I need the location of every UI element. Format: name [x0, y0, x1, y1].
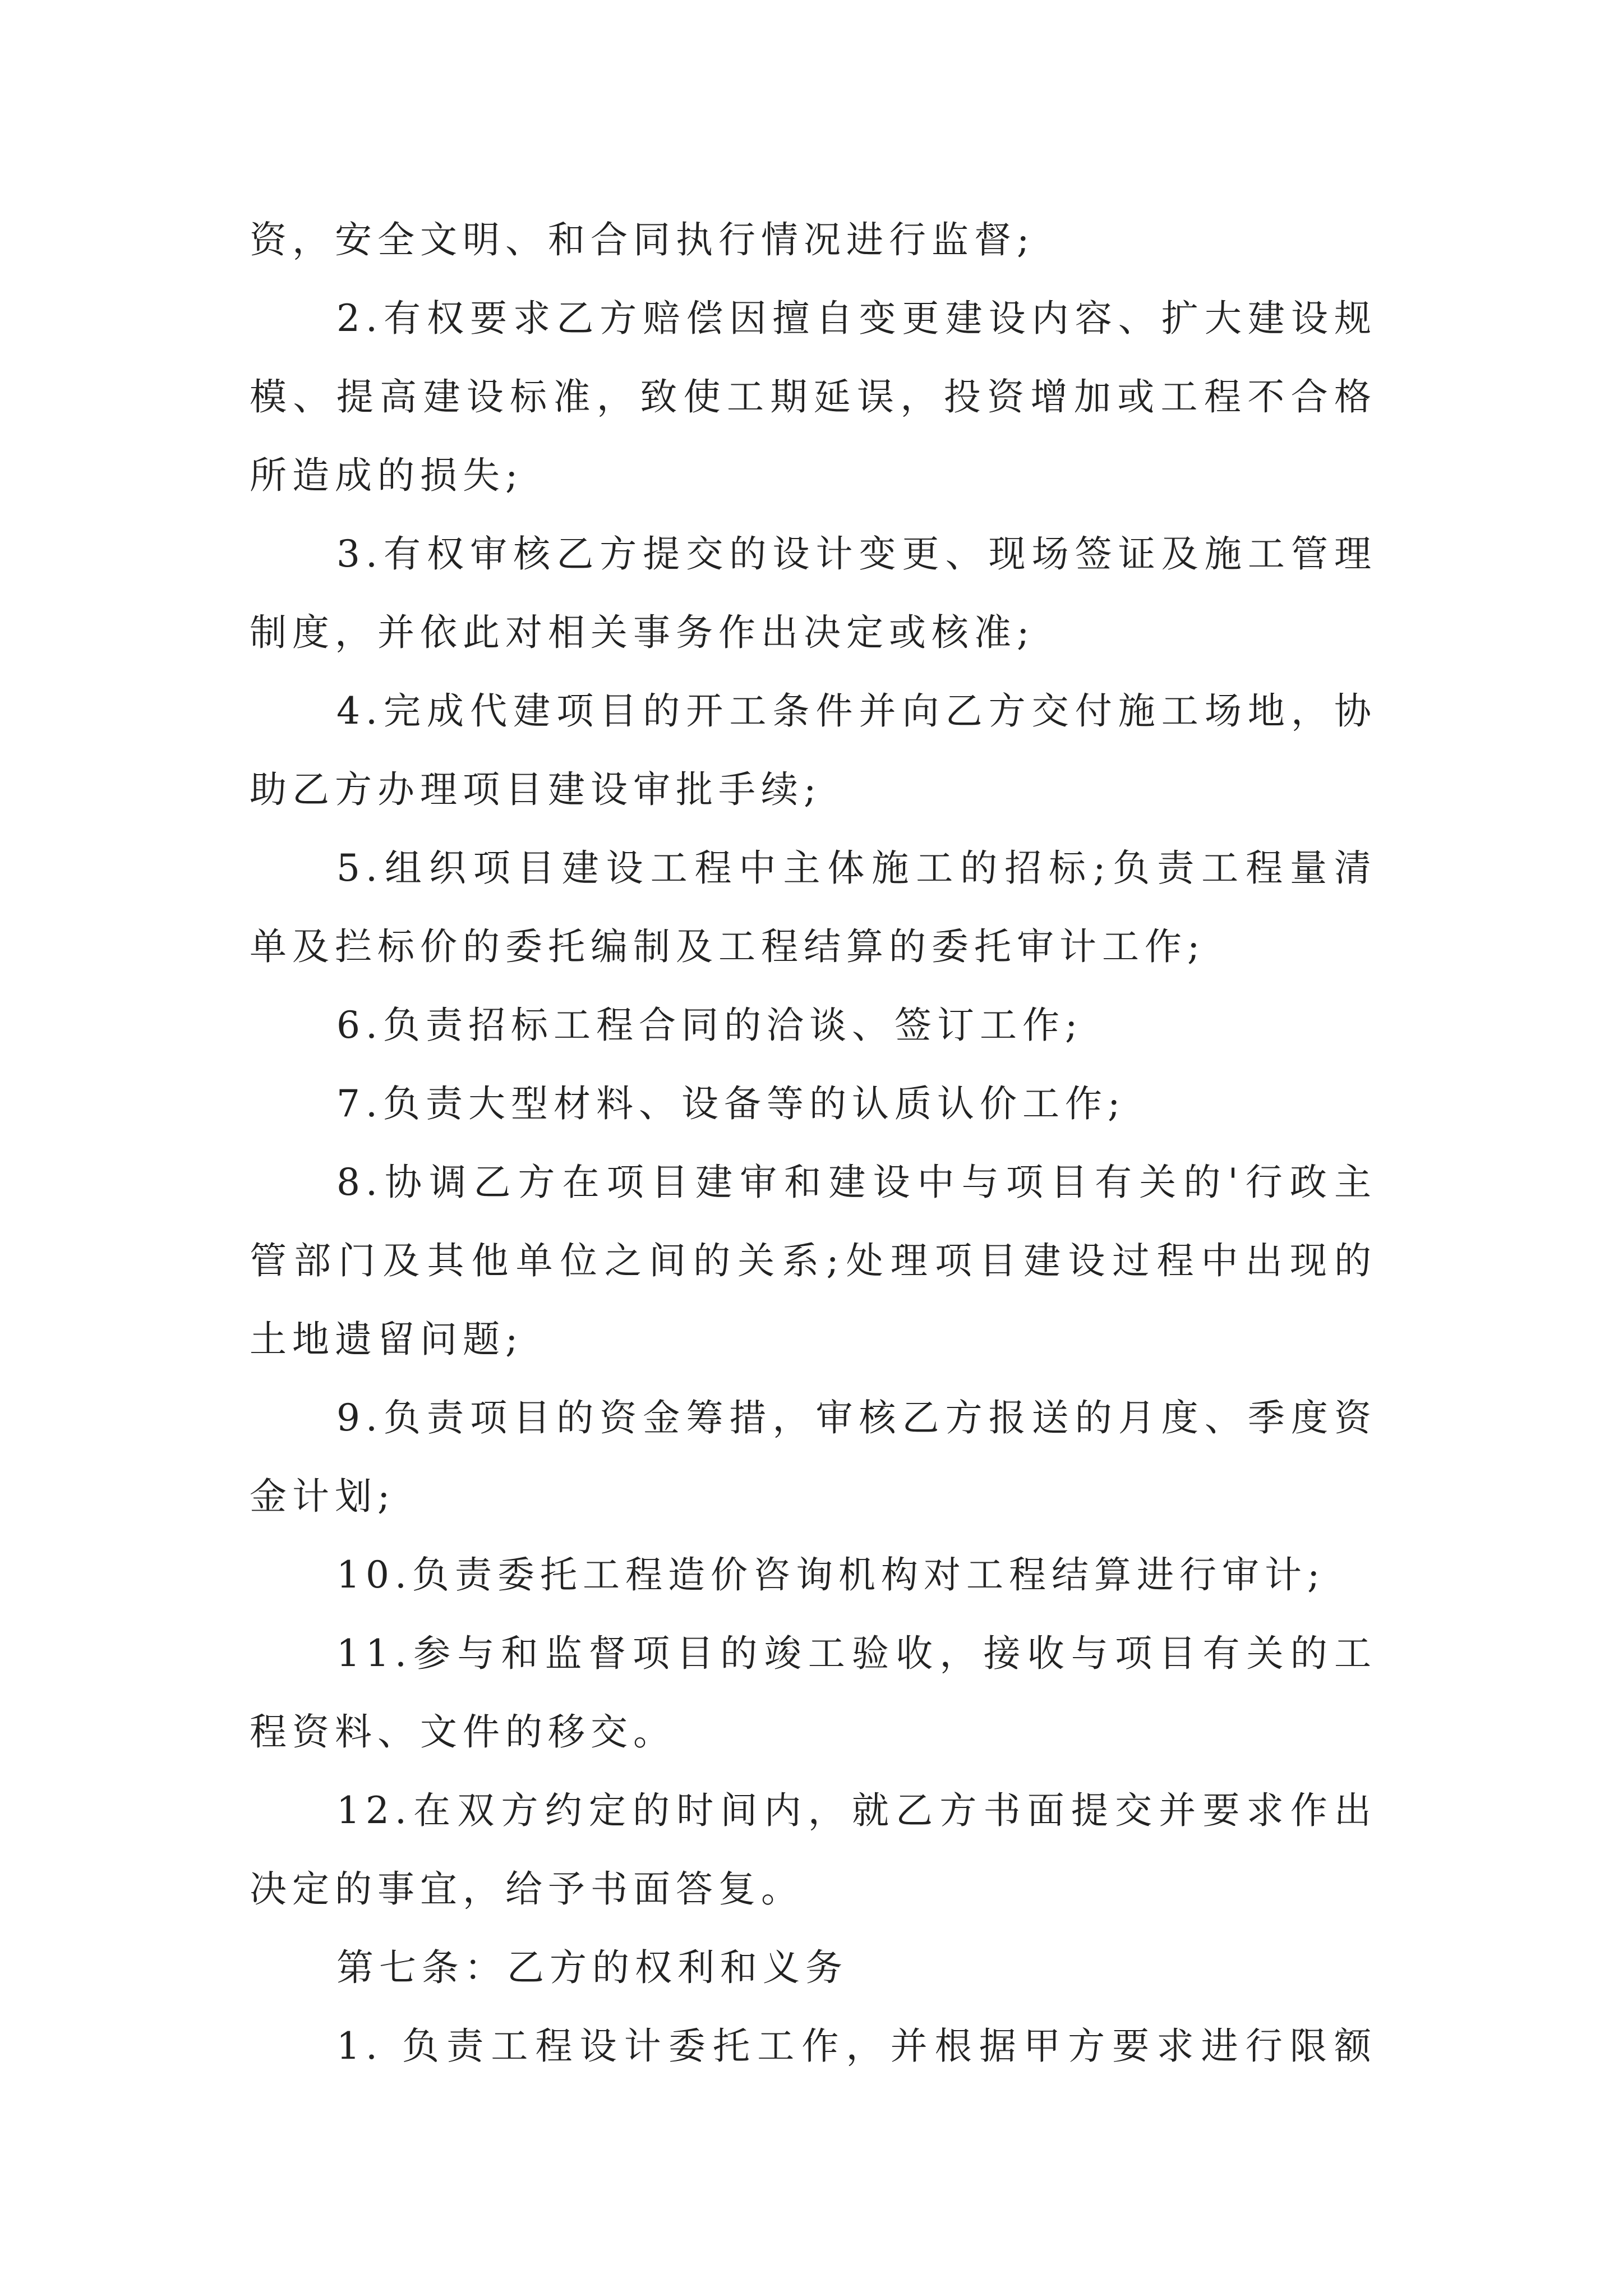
text-line: 决定的事宜，给予书面答复。 [250, 1867, 804, 1911]
text-line: 模、提高建设标准，致使工期延误，投资增加或工程不合格 [250, 375, 1377, 418]
text-line: 资，安全文明、和合同执行情况进行监督; [250, 218, 1035, 261]
text-line: 6.负责招标工程合同的洽谈、签订工作; [336, 1004, 1083, 1047]
text-line: 程资料、文件的移交。 [250, 1710, 676, 1754]
text-line: 7.负责大型材料、设备等的认质认价工作; [336, 1082, 1126, 1125]
text-line: 10.负责委托工程造价咨询机构对工程结算进行审计; [336, 1553, 1326, 1596]
text-line: 金计划; [250, 1475, 396, 1518]
text-line: 11.参与和监督项目的竣工验收，接收与项目有关的工 [336, 1632, 1377, 1675]
section-heading: 第七条：乙方的权利和义务 [336, 1946, 848, 1989]
text-line: 1. 负责工程设计委托工作，并根据甲方要求进行限额 [336, 2024, 1377, 2068]
text-line: 所造成的损失; [250, 454, 524, 497]
text-line: 土地遗留问题; [250, 1318, 524, 1361]
text-line: 3.有权审核乙方提交的设计变更、现场签证及施工管理 [336, 532, 1377, 576]
text-line: 2.有权要求乙方赔偿因擅自变更建设内容、扩大建设规 [336, 297, 1377, 340]
text-line: 12.在双方约定的时间内，就乙方书面提交并要求作出 [336, 1789, 1377, 1832]
text-line: 制度，并依此对相关事务作出决定或核准; [250, 611, 1035, 654]
text-line: 助乙方办理项目建设审批手续; [250, 768, 822, 811]
text-line: 8.协调乙方在项目建审和建设中与项目有关的'行政主 [336, 1161, 1377, 1204]
text-line: 管部门及其他单位之间的关系;处理项目建设过程中出现的 [250, 1239, 1377, 1282]
text-line: 9.负责项目的资金筹措，审核乙方报送的月度、季度资 [336, 1396, 1377, 1439]
text-line: 4.完成代建项目的开工条件并向乙方交付施工场地，协 [336, 689, 1377, 733]
text-line: 5.组织项目建设工程中主体施工的招标;负责工程量清 [336, 846, 1377, 890]
text-line: 单及拦标价的委托编制及工程结算的委托审计工作; [250, 925, 1206, 968]
